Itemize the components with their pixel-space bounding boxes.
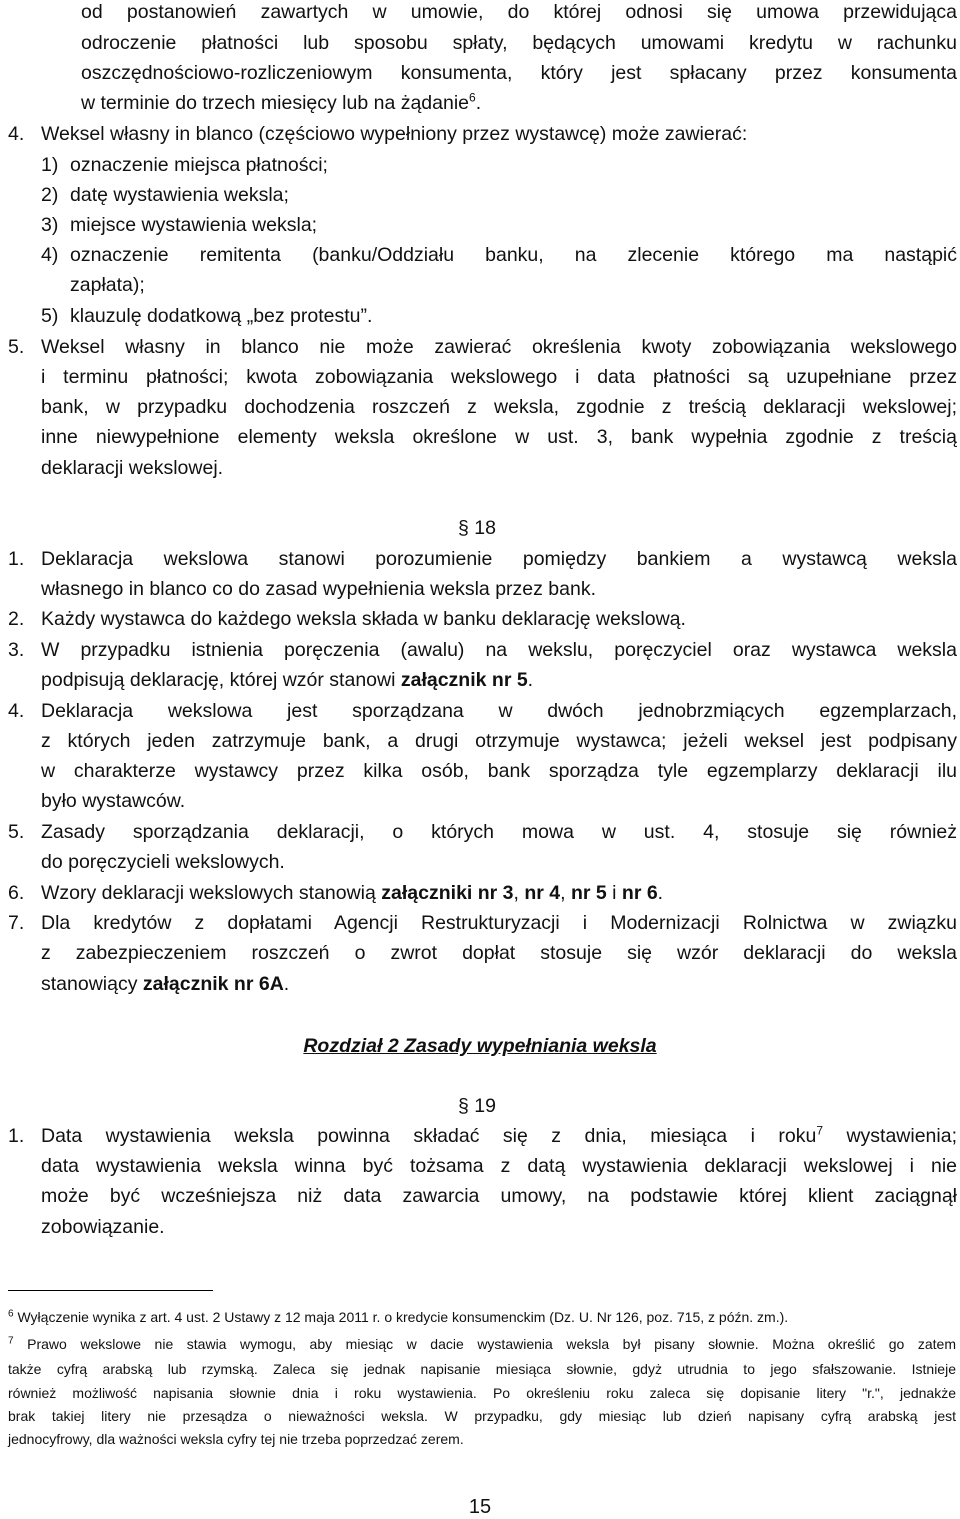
text-line: od postanowień zawartych w umowie, do której odnosi się umowa przewidująca [81, 1, 957, 23]
text-part: . [657, 882, 664, 904]
text-line-part: w terminie do trzech miesięcy lub na żądanie [81, 92, 470, 114]
footnote-ref[interactable]: 7 [816, 1123, 823, 1138]
text-part: stanowiący [41, 973, 143, 995]
item-number: 5. [8, 336, 25, 358]
text-part: . [527, 669, 534, 691]
text-line: Weksel własny in blanco nie może zawierać określenia kwoty zobowiązania wekslowego [41, 336, 957, 358]
text-line [41, 1123, 957, 1147]
item-number: 1. [8, 1125, 25, 1147]
item-number: 1. [8, 548, 25, 570]
text-part: , [560, 882, 571, 904]
item-text: Weksel własny in blanco (częściowo wypełniony przez wystawcę) może zawierać: [41, 123, 748, 145]
footnote-text: jednocyfrowy, dla ważności weksla cyfry tej nie trzeba poprzedzać zerem. [8, 1431, 464, 1447]
subitem-text: miejsce wystawienia weksla; [70, 214, 318, 236]
footnote-text: Wyłączenie wynika z art. 4 ust. 2 Ustawy z 12 maja 2011 r. o kredycie konsumenckim (Dz. U. Nr 126, poz. 715, z późn. zm.). [17, 1309, 789, 1325]
text-line: Deklaracja wekslowa stanowi porozumienie pomiędzy bankiem a wystawcą weksla [41, 548, 957, 570]
section-mark-18: § 18 [458, 517, 496, 539]
item-number: 7. [8, 912, 25, 934]
annex-reference: załącznik nr 5 [400, 669, 528, 691]
item-number: 2. [8, 608, 25, 630]
footnote-text: także cyfrą arabską lub rzymską. Zaleca się jednak napisanie miesiąca słownie, gdyż utrudnia to jego sfałszowanie. Istnieje [8, 1361, 956, 1377]
chapter-heading: Rozdział 2 Zasady wypełniania weksla [303, 1035, 657, 1057]
footnote-text: brak takiej litery nie przesądza o nieważności weksla. W przypadku, gdy miesiąc lub dzień napisany cyfrą arabską jest [8, 1408, 956, 1424]
text-line: Deklaracja wekslowa jest sporządzana w dwóch jednobrzmiących egzemplarzach, [41, 700, 957, 722]
item-number: 3. [8, 639, 25, 661]
page-number: 15 [468, 1496, 492, 1518]
text-part: wystawienia; [823, 1125, 957, 1147]
text-line: z których jeden zatrzymuje bank, a drugi otrzymuje wystawca; jeżeli weksel jest podpisany [41, 730, 957, 752]
subitem-text: oznaczenie miejsca płatności; [70, 154, 328, 176]
text-line: z zabezpieczeniem roszczeń o zwrot dopłat stosuje się wzór deklaracji do weksla [41, 942, 957, 964]
text-line: było wystawców. [41, 790, 186, 812]
text-line: w charakterze wystawcy przez kilka osób, bank sporządza tyle egzemplarzy deklaracji ilu [41, 760, 957, 782]
text-line: odroczenie płatności lub sposobu spłaty, będących umowami kredytu w rachunku [81, 32, 957, 54]
item-number: 6. [8, 882, 25, 904]
footnote-7-line [8, 1362, 956, 1376]
item-number: 5. [8, 821, 25, 843]
item-number: 4. [8, 123, 25, 145]
text-line: inne niewypełnione elementy weksla określone w ust. 3, bank wypełnia zgodnie z treścią [41, 426, 957, 448]
footnote-7-line [8, 1409, 956, 1423]
text-line: Każdy wystawca do każdego weksla składa w banku deklarację wekslową. [41, 608, 686, 630]
subitem-number: 5) [41, 305, 59, 327]
text-line: zobowiązanie. [41, 1216, 165, 1238]
text-line [41, 671, 533, 691]
annex-reference: załączniki nr 3 [381, 882, 514, 904]
text-line: W przypadku istnienia poręczenia (awalu) na wekslu, poręczyciel oraz wystawca weksla [41, 639, 957, 661]
footnote-text: Prawo wekslowe nie stawia wymogu, aby miesiąc w dacie wystawienia weksla był pisany słownie. Można określić go zatem [27, 1336, 957, 1352]
text-part: i [606, 882, 622, 904]
text-part: . [283, 973, 290, 995]
footnote-separator [8, 1290, 213, 1291]
annex-reference: nr 5 [570, 882, 607, 904]
annex-reference: nr 6 [621, 882, 658, 904]
text-line: do poręczycieli wekslowych. [41, 851, 285, 873]
text-line: bank, w przypadku dochodzenia roszczeń z weksla, zgodnie z treścią deklaracji wekslowej; [41, 396, 957, 418]
footnote-number: 7 [8, 1335, 14, 1347]
text-line [41, 884, 663, 904]
footnote-number: 6 [8, 1308, 14, 1320]
text-part: Data wystawienia weksla powinna składać się z dnia, miesiąca i roku [41, 1125, 817, 1147]
text-line-part: . [475, 92, 482, 114]
annex-reference: załącznik nr 6A [142, 973, 284, 995]
footnote-text: również możliwość napisania słownie dnia i roku wystawienia. Po określeniu roku zaleca się dopisanie litery "r.", jednakże [8, 1385, 956, 1401]
subitem-text: oznaczenie remitenta (banku/Oddziału banku, na zlecenie którego ma nastąpić [70, 244, 957, 266]
text-line [81, 90, 482, 114]
text-line: data wystawienia weksla winna być tożsama z datą wystawienia deklaracji wekslowej i nie [41, 1155, 957, 1177]
subitem-number: 2) [41, 184, 59, 206]
text-line [41, 975, 289, 995]
text-part: Wzory deklaracji wekslowych stanowią [41, 882, 382, 904]
text-line: może być wcześniejsza niż data zawarcia umowy, na podstawie której klient zaciągnął [41, 1185, 957, 1207]
footnote-ref[interactable]: 6 [469, 90, 476, 105]
text-line: własnego in blanco co do zasad wypełnienia weksla przez bank. [41, 578, 596, 600]
section-mark-19: § 19 [458, 1095, 496, 1117]
subitem-text: klauzulę dodatkową „bez protestu”. [70, 305, 373, 327]
footnote-6 [8, 1310, 956, 1324]
subitem-text: datę wystawienia weksla; [70, 184, 289, 206]
text-line: Dla kredytów z dopłatami Agencji Restrukturyzacji i Modernizacji Rolnictwa w związku [41, 912, 957, 934]
footnote-7-line [8, 1386, 956, 1400]
subitem-number: 1) [41, 154, 59, 176]
subitem-number: 3) [41, 214, 59, 236]
subitem-number: 4) [41, 244, 59, 266]
item-number: 4. [8, 700, 25, 722]
text-line: Zasady sporządzania deklaracji, o których mowa w ust. 4, stosuje się również [41, 821, 957, 843]
text-part: podpisują deklarację, której wzór stanowi [41, 669, 401, 691]
subitem-text-cont: zapłata); [70, 274, 145, 296]
annex-reference: nr 4 [524, 882, 561, 904]
text-line: oszczędnościowo-rozliczeniowym konsumenta, który jest spłacany przez konsumenta [81, 62, 957, 84]
text-line: deklaracji wekslowej. [41, 457, 224, 479]
footnote-7 [8, 1337, 956, 1351]
text-line: i terminu płatności; kwota zobowiązania wekslowego i data płatności są uzupełniane przez [41, 366, 957, 388]
text-part: , [513, 882, 525, 904]
footnote-7-line [8, 1432, 956, 1446]
